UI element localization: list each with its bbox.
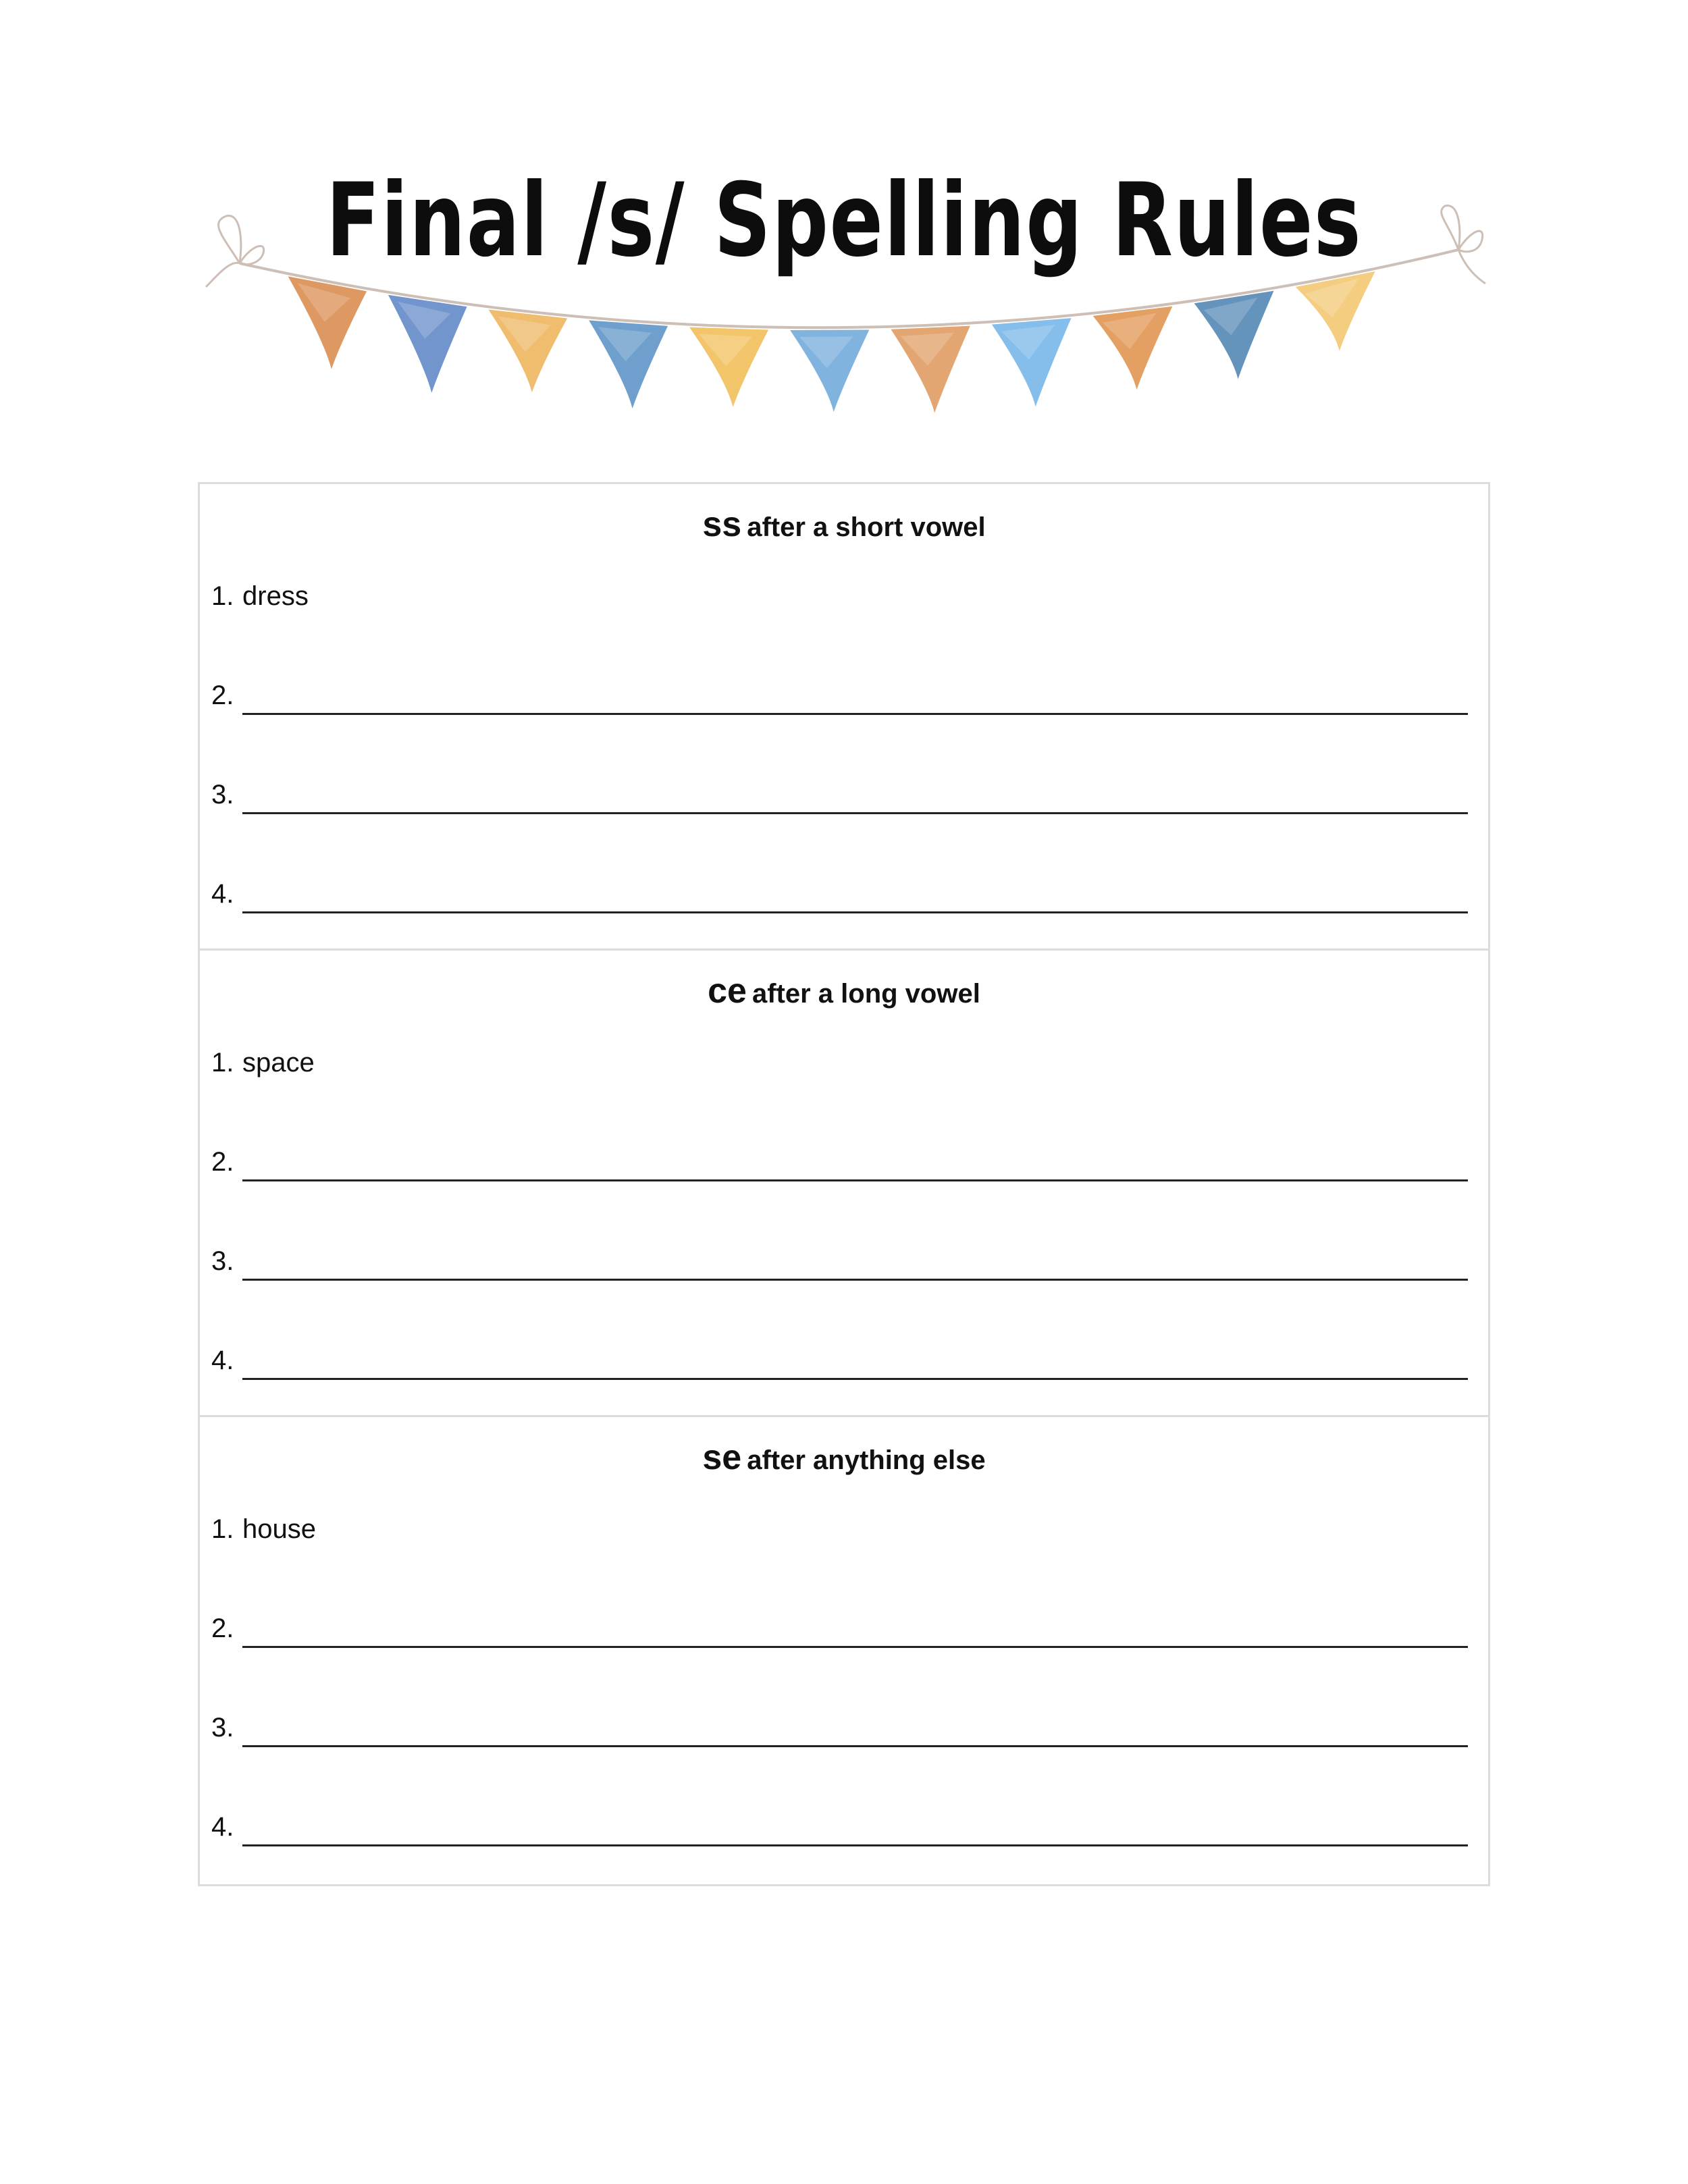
section-se (200, 1417, 1488, 1884)
answer-line[interactable] (242, 1279, 1468, 1281)
answer-line[interactable] (242, 1378, 1468, 1380)
list-item (211, 1508, 1468, 1549)
section-header (200, 504, 1488, 545)
item-number: 2. (211, 1147, 234, 1177)
list-item (211, 575, 1468, 616)
answer-line[interactable] (242, 1844, 1468, 1846)
list-item (211, 1607, 1468, 1648)
section-header (200, 971, 1488, 1011)
spelling-rule: after a short vowel (747, 512, 986, 542)
item-number: 3. (211, 1246, 234, 1276)
item-number: 3. (211, 780, 234, 809)
item-number: 4. (211, 1346, 234, 1375)
example-word: house (242, 1514, 316, 1544)
spelling-rule: after anything else (747, 1445, 986, 1475)
item-number: 2. (211, 1614, 234, 1643)
spelling-rule: after a long vowel (751, 979, 980, 1009)
spelling-pattern: ss (702, 505, 742, 544)
item-number: 1. (211, 581, 234, 611)
example-word: dress (242, 581, 309, 611)
list-item (211, 1707, 1468, 1747)
item-number: 1. (211, 1048, 234, 1077)
answer-line[interactable] (242, 812, 1468, 814)
list-item (211, 1806, 1468, 1846)
pennant-flag (288, 276, 367, 369)
spelling-pattern: ce (708, 971, 747, 1011)
item-number: 4. (211, 879, 234, 909)
page-title: Final /s/ Spelling Rules (325, 162, 1363, 279)
answer-line[interactable] (242, 911, 1468, 913)
section-ce (200, 951, 1488, 1417)
list-item (211, 1339, 1468, 1380)
answer-line[interactable] (242, 1745, 1468, 1747)
spelling-worksheet (198, 482, 1490, 1886)
answer-line[interactable] (242, 713, 1468, 715)
list-item (211, 1042, 1468, 1082)
answer-line[interactable] (242, 1646, 1468, 1648)
item-number: 3. (211, 1713, 234, 1742)
list-item (211, 1141, 1468, 1181)
item-number: 1. (211, 1514, 234, 1544)
example-word: space (242, 1048, 315, 1077)
list-item (211, 674, 1468, 715)
list-item (211, 1240, 1468, 1281)
section-header (200, 1437, 1488, 1478)
item-number: 4. (211, 1812, 234, 1842)
section-ss (200, 484, 1488, 951)
item-number: 2. (211, 681, 234, 710)
page-header (0, 0, 1688, 459)
list-item (211, 774, 1468, 814)
spelling-pattern: se (702, 1438, 742, 1477)
list-item (211, 873, 1468, 913)
answer-line[interactable] (242, 1179, 1468, 1181)
